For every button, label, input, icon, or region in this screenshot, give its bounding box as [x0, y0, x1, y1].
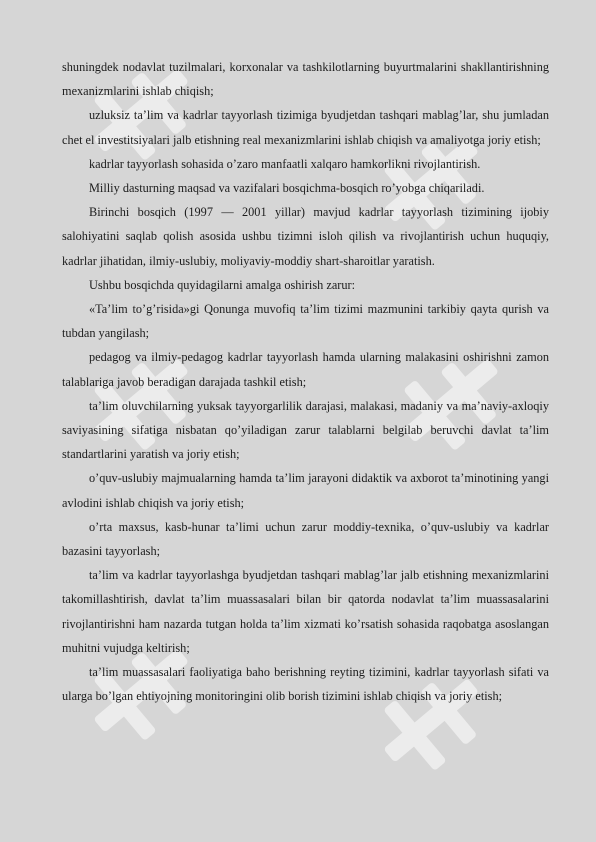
paragraph: kadrlar tayyorlash sohasida o’zaro manfaatli xalqaro hamkorlikni rivojlantirish. — [89, 156, 481, 171]
paragraph: o’rta maxsus, kasb-hunar ta’limi uchun zarur moddiy-texnika, o’quv-uslubiy va kadrlar bazasini tayyorlash; — [62, 519, 549, 559]
paragraph: «Ta’lim to’g’risida»gi Qonunga muvofiq ta’lim tizimi mazmunini tarkibiy qayta qurish va tubdan yangilash; — [62, 302, 549, 341]
paragraph: Birinchi bosqich (1997 — 2001 yillar) mavjud kadrlar tayyorlash tizimining ijobiy salohiyatini saqlab qolish asosida ushbu tizimni isloh qilish va rivojlantirish uchun huquqiy, kadrlar jihatidan, ilmiy-uslubiy, moliyaviy-moddiy shart-sharoitlar yaratish. — [62, 205, 549, 268]
paragraph: shuningdek nodavlat tuzilmalari, korxonalar va tashkilotlarning buyurtmalarini shakllantirishning mexanizmlarini ishlab chiqish; — [62, 60, 549, 99]
paragraph: Ushbu bosqichda quyidagilarni amalga oshirish zarur: — [89, 277, 356, 292]
paragraph: ta’lim va kadrlar tayyorlashga byudjetdan tashqari mablag’lar jalb etishning mexanizmlarini takomillashtirish, davlat ta’lim muassasalari bilan bir qatorda nodavlat ta’lim muassasalarini rivojlantirishni ham nazarda tutgan holda ta’lim xizmati ko’rsatish sohasida raqobatga asoslangan muhitni vujudga keltirish; — [62, 568, 549, 655]
paragraph: ta’lim muassasalari faoliyatiga baho berishning reyting tizimini, kadrlar tayyorlash sifati va ularga bo’lgan ehtiyojning monitoringini olib borish tizimini ishlab chiqish va joriy etish; — [62, 665, 549, 704]
paragraph: Milliy dasturning maqsad va vazifalari bosqichma-bosqich ro’yobga chiqariladi. — [89, 181, 485, 196]
paragraph: pedagog va ilmiy-pedagog kadrlar tayyorlash hamda ularning malakasini oshirishni zamon talablariga javob beradigan darajada tashkil etish; — [62, 350, 549, 389]
document-body — [62, 55, 549, 708]
paragraph: uzluksiz ta’lim va kadrlar tayyorlash tizimiga byudjetdan tashqari mablag’lar, shu jumladan chet el investitsiyalari jalb etishning real mexanizmlarini ishlab chiqish va amaliyotga joriy etish; — [62, 108, 549, 147]
paragraph: ta’lim oluvchilarning yuksak tayyorgarlilik darajasi, malakasi, madaniy va ma’naviy-axloqiy saviyasining sifatiga nisbatan qo’yiladigan zarur talablarni belgilab beruvchi davlat ta’lim standartlarini yaratish va joriy etish; — [62, 398, 549, 462]
paragraph: o’quv-uslubiy majmualarning hamda ta’lim jarayoni didaktik va axborot ta’minotining yangi avlodini ishlab chiqish va joriy etish; — [62, 471, 549, 510]
